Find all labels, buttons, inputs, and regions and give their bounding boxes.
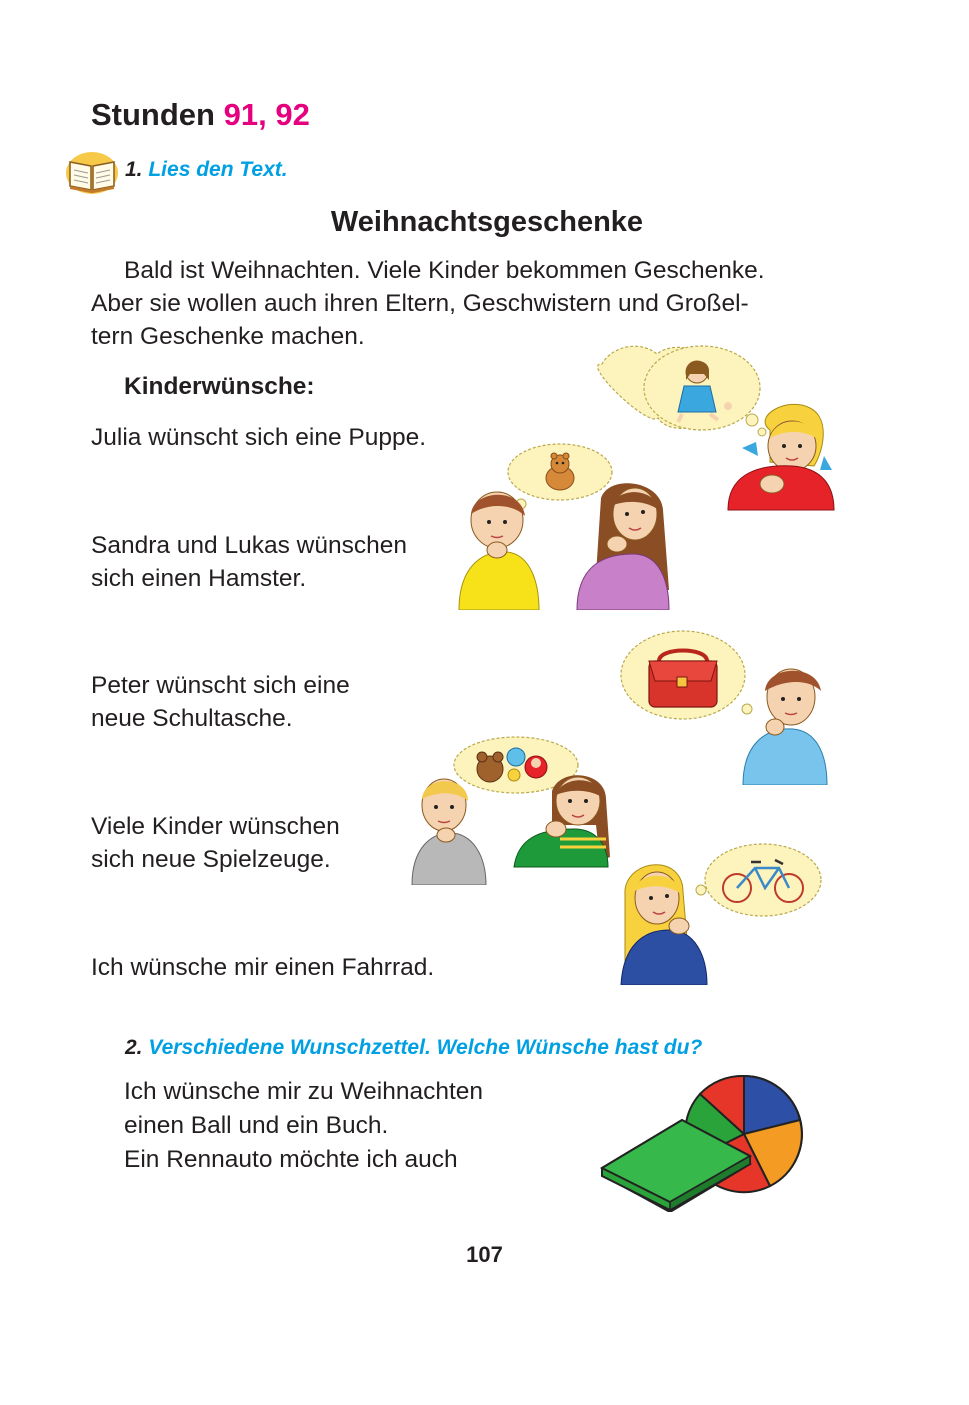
bicycle-icon (705, 844, 821, 916)
task-2-number: 2. (125, 1036, 143, 1059)
ball-and-book-illustration (600, 1072, 810, 1212)
lesson-label: Stunden (91, 97, 215, 132)
open-book-icon (64, 146, 120, 196)
wish-peter-line-1: Peter wünscht sich eine (91, 672, 350, 699)
task-1-text: Lies den Text. (148, 158, 288, 181)
task-1-instruction (125, 157, 288, 183)
children-illustration (410, 735, 625, 885)
wish-me: Ich wünsche mir einen Fahrrad. (91, 954, 435, 981)
page-number: 107 (466, 1242, 503, 1267)
hamster-icon (508, 444, 612, 500)
lesson-title (91, 95, 310, 135)
task-2-line-1: Ich wünsche mir zu Weihnachten (124, 1078, 484, 1105)
wish-peter-line-2: neue Schultasche. (91, 705, 293, 732)
task-1-number: 1. (125, 158, 143, 181)
peter-illustration (615, 625, 830, 785)
task-2-line-2: einen Ball und ein Buch. (124, 1112, 389, 1139)
task-2-instruction (125, 1035, 702, 1061)
wish-sandra-lukas-line-2: sich einen Hamster. (91, 565, 307, 592)
intro-line-2: Aber sie wollen auch ihren Eltern, Geschwistern und Großel- (91, 290, 749, 317)
task-2-line-3: Ein Rennauto möchte ich auch (124, 1146, 458, 1173)
lesson-numbers: 91, 92 (223, 97, 310, 132)
wishes-subheading: Kinderwünsche: (124, 373, 315, 400)
intro-line-3: tern Geschenke machen. (91, 323, 365, 350)
schoolbag-icon (621, 631, 745, 719)
wish-children-line-2: sich neue Spielzeuge. (91, 846, 331, 873)
wish-children-line-1: Viele Kinder wünschen (91, 813, 340, 840)
wish-julia: Julia wünscht sich eine Puppe. (91, 424, 427, 451)
intro-line-1: Bald ist Weihnachten. Viele Kinder bekommen Geschenke. (124, 257, 765, 284)
task-2-text: Verschiedene Wunschzettel. Welche Wünsche hast du? (148, 1036, 703, 1059)
doll-icon (598, 346, 760, 430)
wish-sandra-lukas-line-1: Sandra und Lukas wünschen (91, 532, 407, 559)
story-title: Weihnachtsgeschenke (330, 206, 644, 238)
bicycle-girl-illustration (615, 830, 825, 985)
sandra-lukas-illustration (455, 440, 675, 610)
